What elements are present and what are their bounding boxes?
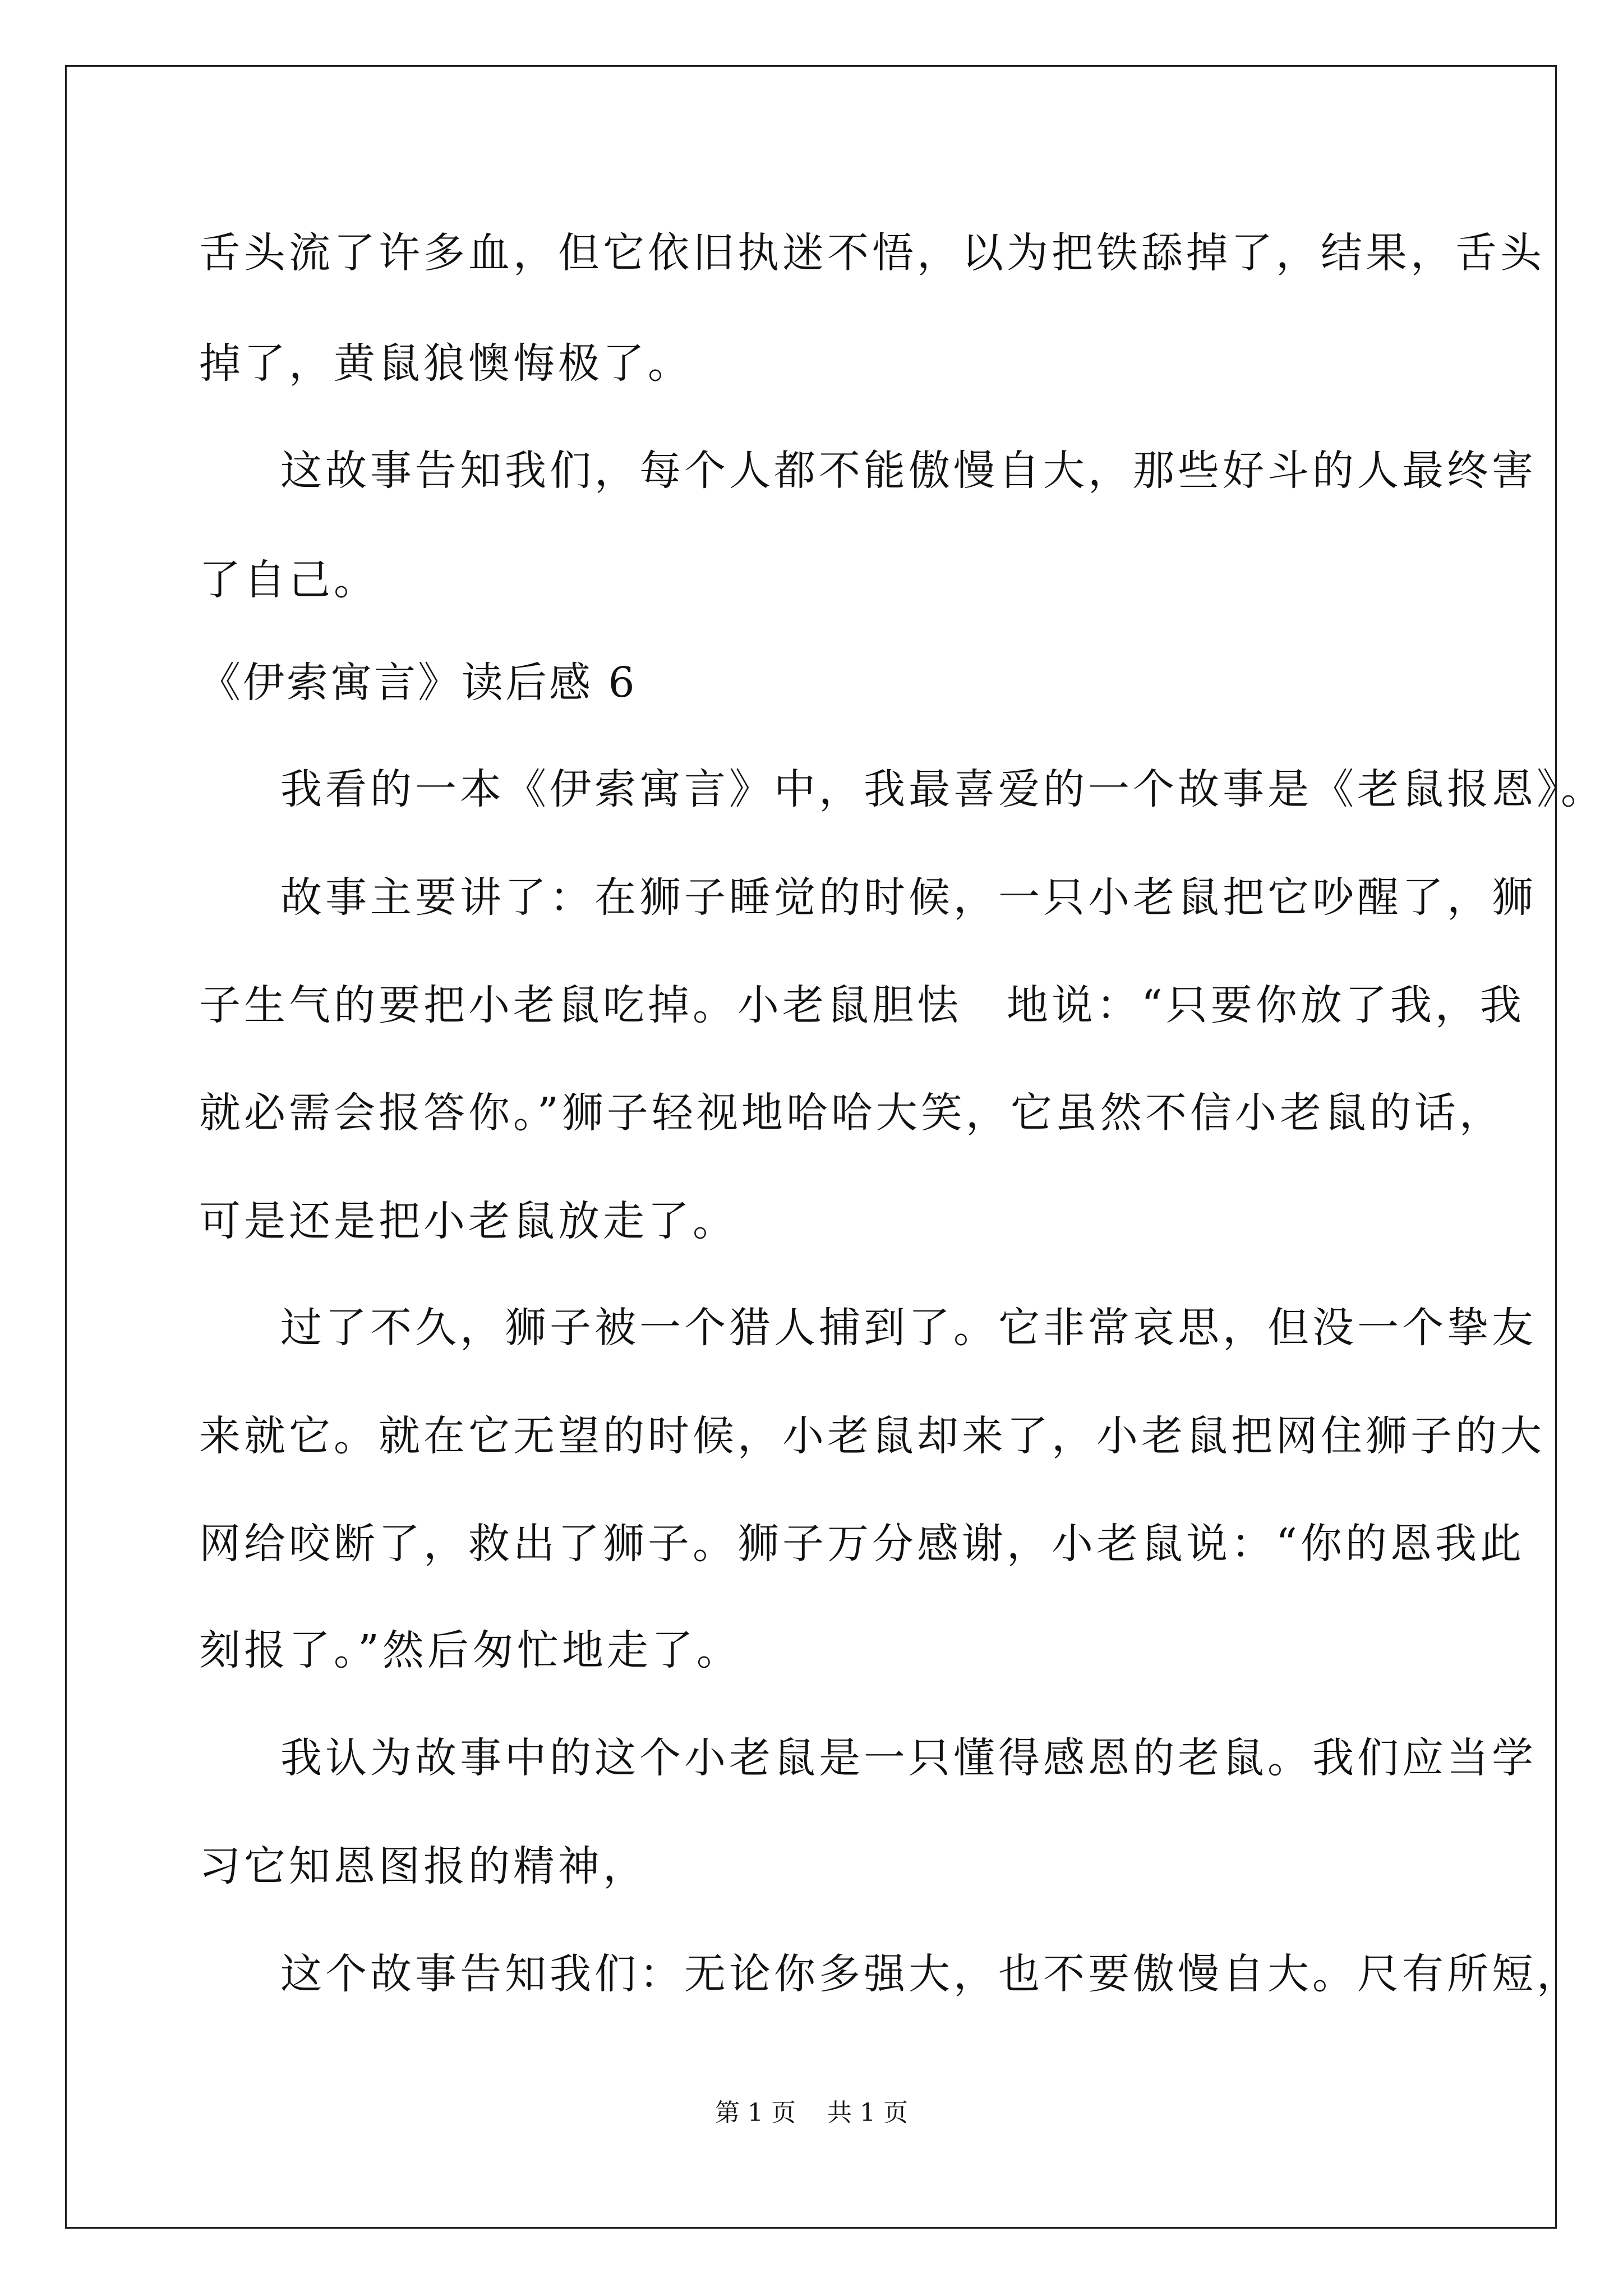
text-line: 子生气的要把小老鼠吃掉。小老鼠胆怯 地说：“只要你放了我，我 (199, 981, 1525, 1029)
text-line: 就必需会报答你。”狮子轻视地哈哈大笑，它虽然不信小老鼠的话， (199, 1089, 1504, 1137)
text-line: 故事主要讲了：在狮子睡觉的时候，一只小老鼠把它吵醒了，狮 (280, 873, 1537, 922)
text-line: 掉了，黄鼠狼懊悔极了。 (199, 339, 693, 388)
text-line: 刻报了。”然后匆忙地走了。 (199, 1626, 741, 1674)
text-line: 习它知恩图报的精神， (199, 1842, 648, 1890)
section-heading: 《伊索寓言》读后感 6 (199, 659, 637, 707)
text-line: 来就它。就在它无望的时候，小老鼠却来了，小老鼠把网住狮子的大 (199, 1412, 1545, 1460)
page-total: 共 1 页 (827, 2099, 908, 2127)
text-line: 网给咬断了，救出了狮子。狮子万分感谢，小老鼠说：“你的恩我此 (199, 1520, 1525, 1568)
page-number: 第 1 页 (715, 2099, 796, 2127)
text-line: 了自己。 (199, 556, 379, 604)
text-line: 舌头流了许多血，但它依旧执迷不悟，以为把铁舔掉了，结果，舌头 (199, 229, 1545, 277)
text-line: 可是还是把小老鼠放走了。 (199, 1197, 737, 1245)
page-border (65, 65, 1557, 2229)
text-line: 我看的一本《伊索寓言》中，我最喜爱的一个故事是《老鼠报恩》。 (280, 765, 1606, 813)
text-line: 这故事告知我们，每个人都不能傲慢自大，那些好斗的人最终害 (280, 447, 1537, 495)
page-footer (0, 2101, 1623, 2125)
text-line: 这个故事告知我们：无论你多强大，也不要傲慢自大。尺有所短， (280, 1950, 1581, 1998)
text-line: 我认为故事中的这个小老鼠是一只懂得感恩的老鼠。我们应当学 (280, 1734, 1537, 1782)
text-line: 过了不久，狮子被一个猎人捕到了。它非常哀思，但没一个挚友 (280, 1304, 1537, 1352)
